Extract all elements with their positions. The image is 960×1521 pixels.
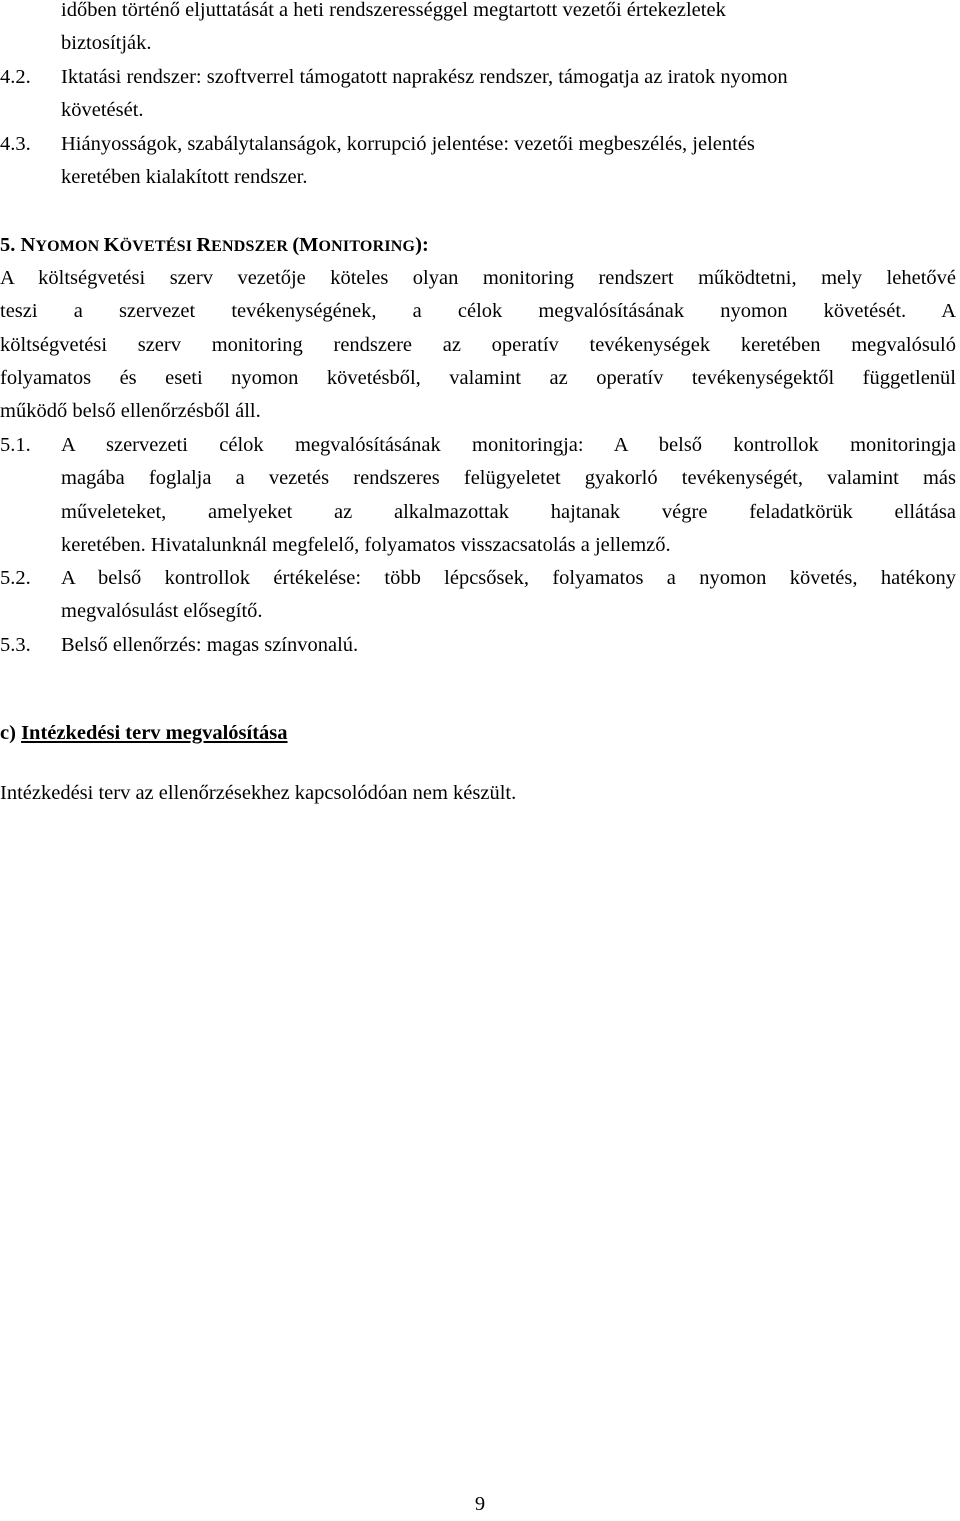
item-text-cont: megvalósulást elősegítő. <box>61 600 263 623</box>
item-number: 5.1. <box>0 434 31 456</box>
section-label: c) <box>0 722 16 744</box>
item-text: A belső kontrollok értékelése: több lépcsősek, folyamatos a nyomon követés, hatékony <box>61 567 956 589</box>
item-text-cont: követését. <box>61 99 144 122</box>
paragraph-line: A költségvetési szerv vezetője köteles olyan monitoring rendszert működtetni, mely lehetővé <box>0 267 956 289</box>
item-number: 4.2. <box>0 66 31 88</box>
paragraph-line: biztosítják. <box>61 32 152 55</box>
item-number: 5.3. <box>0 634 31 656</box>
page-number: 9 <box>474 1493 486 1515</box>
paragraph-line: Intézkedési terv az ellenőrzésekhez kapcsolódóan nem készült. <box>0 782 517 804</box>
section-title: Intézkedési terv megvalósítása <box>21 722 288 744</box>
heading-part: N <box>20 234 36 256</box>
list-item-4-2 <box>0 61 956 128</box>
list-item-5-3 <box>0 629 956 662</box>
list-item-5-2 <box>0 562 956 629</box>
paragraph-line: költségvetési szerv monitoring rendszere az operatív tevékenységek keretében megvalósuló <box>0 333 956 356</box>
list-item-5-1 <box>0 429 956 562</box>
paragraph-line: teszi a szervezet tevékenységének, a célok megvalósításának nyomon követését. A <box>0 300 956 323</box>
list-item-4-3 <box>0 128 956 195</box>
section-5-paragraph <box>0 262 956 428</box>
item-number: 4.3. <box>0 133 31 155</box>
heading-number: 5. <box>0 234 16 256</box>
item-text: Belső ellenőrzés: magas színvonalú. <box>61 634 359 656</box>
item-text: Iktatási rendszer: szoftverrel támogatott naprakész rendszer, támogatja az iratok nyomon <box>61 66 788 88</box>
item-text-cont: keretében. Hivatalunknál megfelelő, folyamatos visszacsatolás a jellemző. <box>61 533 671 556</box>
heading-part: ): <box>415 234 429 256</box>
paragraph-line: folyamatos és eseti nyomon követésből, valamint az operatív tevékenységektől függetlenül <box>0 366 956 389</box>
item-number: 5.2. <box>0 567 31 589</box>
section-5-heading <box>0 229 956 263</box>
heading-part: ENDSZER <box>211 238 293 255</box>
heading-part: (M <box>292 234 319 256</box>
item-text-cont: keretében kialakított rendszer. <box>61 166 308 189</box>
heading-part: ONITORING <box>318 238 416 255</box>
section4-continuation <box>61 0 956 61</box>
section-c-heading <box>0 717 956 750</box>
section-c-body <box>0 777 956 810</box>
heading-part: ÖVETÉSI <box>119 238 197 255</box>
item-text-cont: magába foglalja a vezetés rendszeres felügyeletet gyakorló tevékenységét, valamint más <box>61 467 956 490</box>
heading-part: K <box>103 234 120 256</box>
paragraph-line: működő belső ellenőrzésből áll. <box>0 400 261 423</box>
heading-part: R <box>196 234 212 256</box>
heading-part: YOMON <box>35 238 104 255</box>
item-text: A szervezeti célok megvalósításának monitoringja: A belső kontrollok monitoringja <box>61 434 956 456</box>
paragraph-line: időben történő eljuttatását a heti rendszerességgel megtartott vezetői értekezletek <box>61 0 726 21</box>
item-text: Hiányosságok, szabálytalanságok, korrupció jelentése: vezetői megbeszélés, jelentés <box>61 133 755 155</box>
item-text-cont: műveleteket, amelyeket az alkalmazottak hajtanak végre feladatkörük ellátása <box>61 500 956 523</box>
